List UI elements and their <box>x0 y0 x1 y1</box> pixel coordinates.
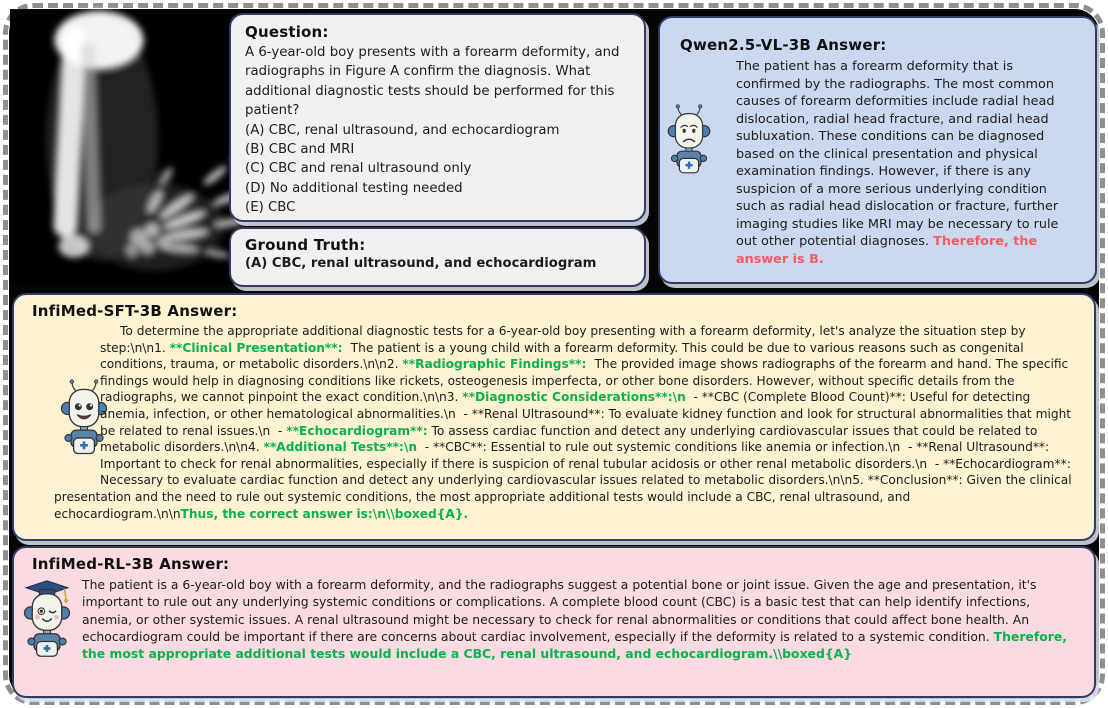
question-option-e: (E) CBC <box>245 200 296 216</box>
rl-answer-text: The patient is a 6-year-old boy with a forearm deformity, and the radiographs suggest a potential bone or joint issue. Given the age and presentation, it's important to rule out any underlying systemic conditions or complications. A complete blood count (CBC) is a basic test that can help identify infections, anemia, or other systemic issues. A renal ultrasound might be necessary to check for renal abnormalities or conditions that could affect bone health. An echocardiogram could be important if there are concerns about cardiac involvement, especially if the deformity is related to a systemic condition. Therefore, the most appropriate additional tests would include a CBC, renal ultrasound, and echocardiogram.\\boxed{A} <box>82 577 1072 662</box>
happy-robot-icon <box>38 379 90 481</box>
ground-truth-box <box>229 227 646 287</box>
qwen-answer-title: Qwen2.5-VL-3B Answer: <box>680 36 887 54</box>
winking-graduate-robot-icon <box>21 580 73 686</box>
question-option-b: (B) CBC and MRI <box>245 142 355 158</box>
rl-answer-title: InfiMed-RL-3B Answer: <box>32 555 230 573</box>
ground-truth-title: Ground Truth: <box>245 236 366 254</box>
qwen-answer-box <box>658 16 1097 284</box>
sft-answer-title: InfiMed-SFT-3B Answer: <box>32 302 238 320</box>
question-box <box>229 13 646 222</box>
question-title: Question: <box>245 23 329 41</box>
question-text: A 6-year-old boy presents with a forearm deformity, and radiographs in Figure A confirm the diagnosis. What additional diagnostic tests should be performed for this patient? <box>245 45 620 119</box>
ground-truth-text: (A) CBC, renal ultrasound, and echocardiogram <box>245 256 597 271</box>
question-option-d: (D) No additional testing needed <box>245 180 463 196</box>
sad-robot-icon <box>665 104 713 202</box>
question-option-a: (A) CBC, renal ultrasound, and echocardiogram <box>245 122 560 138</box>
qwen-answer-text: The patient has a forearm deformity that is confirmed by the radiographs. The most common causes of forearm deformities include radial head dislocation, radial head fracture, and radial head subluxation. These conditions can be diagnosed based on the clinical presentation and physical examination findings. However, if there is any suspicion of a more serious underlying condition such as radial head dislocation or fracture, further imaging studies like MRI may be necessary to rule out other potential diagnoses. Therefore, the answer is B. <box>736 59 1063 267</box>
sft-answer-box <box>12 293 1096 541</box>
question-option-c: (C) CBC and renal ultrasound only <box>245 161 472 177</box>
rl-answer-box <box>12 546 1096 698</box>
sft-answer-text: To determine the appropriate additional diagnostic tests for a 6-year-old boy presenting with a forearm deformity, let's analyze the situation step by step:\n\n1. **Clinical Presentation**: The patient is a young child with a forearm deformity. This could be due to various reasons such as congenital conditions, trauma, or metabolic disorders.\n\n2. **Radiographic Findings**: The provided image shows radiographs of the forearm and hand. The specific findings would help in diagnosing conditions like rickets, osteogenesis imperfecta, or other bone disorders. However, without specific details from the radiographs, we cannot pinpoint the exact condition.\n\n3. **Diagnostic Considerations**:\n - **CBC (Complete Blood Count)**: Useful for detecting anemia, infection, or other hematological abnormalities.\n - **Renal Ultrasound**: To evaluate kidney function and look for structural abnormalities that might be related to renal issues.\n - **Echocardiogram**: To assess cardiac function and detect any underlying cardiovascular issues that could be related to metabolic disorders.\n\n4. **Additional Tests**:\n - **CBC**: Essential to rule out systemic conditions like anemia or infection.\n - **Renal Ultrasound**: Important to check for renal abnormalities, especially if there is suspicion of renal tubular acidosis or other renal metabolic disorders.\n - **Echocardiogram**: Necessary to evaluate cardiac function and detect any underlying cardiovascular issues related to metabolic disorders.\n\n5. **Conclusion**: Given the clinical presentation and the need to rule out systemic conditions, the most appropriate additional tests would include a CBC, renal ultrasound, and echocardiogram.\n\nThus, the correct answer is:\n\\boxed{A}. <box>54 324 1076 521</box>
